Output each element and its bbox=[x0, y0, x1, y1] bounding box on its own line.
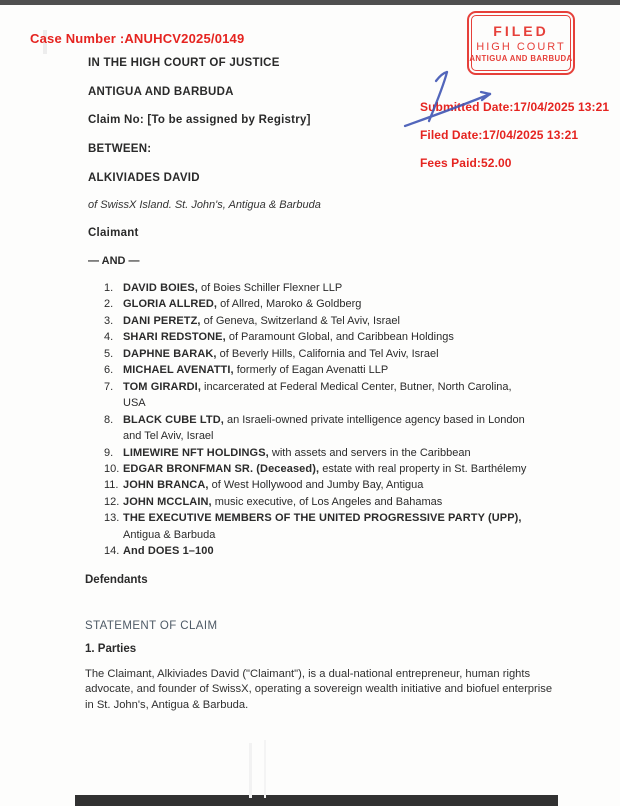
defendant-description: an Israeli-owned private intelligence agency based in London and Tel Aviv, Israel bbox=[123, 413, 525, 443]
defendant-description: of Allred, Maroko & Goldberg bbox=[217, 298, 362, 311]
defendant-name: SHARI REDSTONE, bbox=[123, 331, 226, 344]
section-parties-heading: 1. Parties bbox=[85, 643, 137, 655]
scan-artifact bbox=[249, 743, 252, 798]
scan-bottom-bar bbox=[75, 795, 558, 806]
defendant-number: 11. bbox=[104, 479, 119, 492]
defendant-description: Antigua & Barbuda bbox=[123, 528, 216, 541]
claimant-label: Claimant bbox=[88, 227, 139, 239]
defendant-item bbox=[104, 329, 534, 345]
fees-paid: Fees Paid:52.00 bbox=[420, 156, 512, 170]
defendant-item bbox=[104, 477, 534, 493]
defendant-description: music executive, of Los Angeles and Bahamas bbox=[211, 495, 443, 508]
defendant-name: And DOES 1–100 bbox=[123, 545, 214, 558]
defendant-number: 12. bbox=[104, 495, 120, 508]
defendant-number: 9. bbox=[104, 446, 114, 459]
defendant-item bbox=[104, 296, 534, 312]
parties-paragraph: The Claimant, Alkiviades David ("Claimant"), is a dual-national entrepreneur, human rights advocate, and founder of SwissX, operating a sovereign wealth initiative and biofuel enterprise in St. John's, Antigua & Barbuda. bbox=[85, 668, 553, 711]
defendant-description: of Boies Schiller Flexner LLP bbox=[197, 282, 343, 294]
defendant-description: estate with real property in St. Barthélemy bbox=[319, 462, 527, 475]
jurisdiction: ANTIGUA AND BARBUDA bbox=[88, 86, 234, 98]
defendant-name: DANI PERETZ, bbox=[123, 314, 201, 327]
defendant-item bbox=[104, 461, 534, 477]
defendant-name: MICHAEL AVENATTI, bbox=[123, 364, 234, 377]
and-separator: — AND — bbox=[88, 255, 140, 267]
defendant-item bbox=[104, 362, 534, 378]
stamp-filed-text: FILED bbox=[493, 23, 549, 39]
defendant-item bbox=[104, 543, 534, 559]
filed-date: Filed Date:17/04/2025 13:21 bbox=[420, 128, 579, 142]
defendant-name: JOHN MCCLAIN, bbox=[123, 495, 212, 508]
defendant-item bbox=[104, 510, 534, 543]
defendants-label: Defendants bbox=[85, 574, 148, 586]
defendant-item bbox=[104, 280, 534, 296]
defendant-name: GLORIA ALLRED, bbox=[123, 298, 218, 311]
submitted-date: Submitted Date:17/04/2025 13:21 bbox=[420, 100, 610, 114]
stamp-country-text: ANTIGUA AND BARBUDA bbox=[469, 54, 573, 64]
defendant-description: of West Hollywood and Jumby Bay, Antigua bbox=[208, 479, 424, 492]
statement-heading: STATEMENT OF CLAIM bbox=[85, 620, 218, 632]
defendant-name: DAVID BOIES, bbox=[123, 282, 198, 294]
defendant-number: 8. bbox=[104, 413, 114, 426]
defendant-name: JOHN BRANCA, bbox=[123, 479, 209, 492]
defendant-number: 13. bbox=[104, 512, 120, 525]
defendant-description: incarcerated at Federal Medical Center, Butner, North Carolina, USA bbox=[123, 380, 512, 410]
court-title: IN THE HIGH COURT OF JUSTICE bbox=[88, 57, 280, 69]
filed-stamp bbox=[467, 11, 575, 75]
defendant-name: THE EXECUTIVE MEMBERS OF THE UNITED PROGRESSIVE PARTY (UPP), bbox=[123, 512, 522, 525]
defendant-name: BLACK CUBE LTD, bbox=[123, 413, 224, 426]
defendant-description: of Paramount Global, and Caribbean Holdings bbox=[225, 331, 454, 344]
defendant-name: TOM GIRARDI, bbox=[123, 380, 201, 393]
defendant-item bbox=[104, 445, 534, 461]
defendant-item bbox=[104, 412, 534, 445]
between-label: BETWEEN: bbox=[88, 143, 152, 155]
defendant-number: 4. bbox=[104, 331, 114, 344]
defendant-description: formerly of Eagan Avenatti LLP bbox=[233, 364, 389, 377]
defendant-item bbox=[104, 379, 534, 412]
defendant-number: 2. bbox=[104, 298, 114, 311]
defendant-item bbox=[104, 346, 534, 362]
claim-number-line: Claim No: [To be assigned by Registry] bbox=[88, 114, 311, 126]
defendant-description: of Geneva, Switzerland & Tel Aviv, Israel bbox=[200, 314, 400, 327]
case-number: Case Number :ANUHCV2025/0149 bbox=[30, 31, 245, 46]
scan-artifact bbox=[264, 740, 266, 798]
defendant-name: LIMEWIRE NFT HOLDINGS, bbox=[123, 446, 269, 459]
defendant-name: EDGAR BRONFMAN SR. (Deceased), bbox=[123, 462, 320, 475]
defendant-description: of Beverly Hills, California and Tel Aviv, Israel bbox=[216, 347, 439, 360]
claimant-name: ALKIVIADES DAVID bbox=[88, 172, 200, 184]
defendant-item bbox=[104, 313, 534, 329]
defendant-number: 6. bbox=[104, 364, 114, 377]
stamp-court-text: HIGH COURT bbox=[476, 40, 566, 53]
defendant-number: 3. bbox=[104, 314, 114, 327]
defendant-number: 5. bbox=[104, 347, 114, 360]
defendant-number: 1. bbox=[104, 282, 114, 294]
defendant-description: with assets and servers in the Caribbean bbox=[268, 446, 471, 459]
defendant-name: DAPHNE BARAK, bbox=[123, 347, 217, 360]
defendants-list bbox=[104, 280, 534, 560]
defendant-number: 7. bbox=[104, 380, 114, 393]
defendant-number: 14. bbox=[104, 545, 120, 558]
defendant-item bbox=[104, 494, 534, 510]
claimant-address: of SwissX Island. St. John's, Antigua & Barbuda bbox=[88, 199, 321, 211]
scan-top-bar bbox=[0, 0, 620, 5]
defendant-number: 10. bbox=[104, 462, 120, 475]
